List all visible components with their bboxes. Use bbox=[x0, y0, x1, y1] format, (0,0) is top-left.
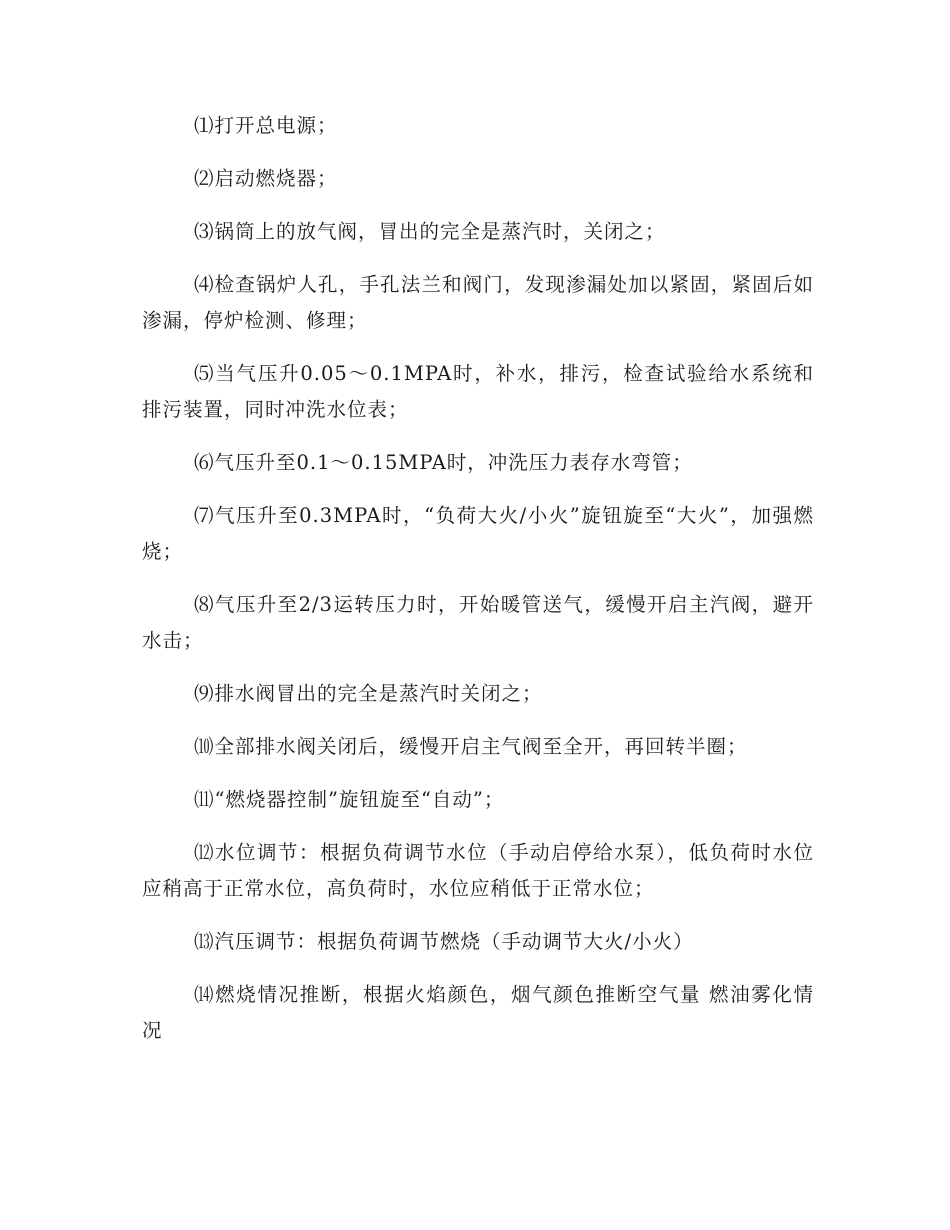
step-6: ⑹气压升至0.1～0.15MPA时，冲洗压力表存水弯管； bbox=[194, 451, 693, 474]
step-3: ⑶锅筒上的放气阀，冒出的完全是蒸汽时，关闭之； bbox=[194, 220, 666, 243]
document-body bbox=[142, 108, 814, 1066]
step-5: ⑸当气压升0.05～0.1MPA时，补水，排污，检查试验给水系统和排污装置，同时冲洗水位表； bbox=[142, 362, 814, 421]
step-11: ⑾“燃烧器控制”旋钮旋至“自动”； bbox=[194, 788, 505, 811]
step-7: ⑺气压升至0.3MPA时，“负荷大火/小火”旋钮旋至“大火”，加强燃烧； bbox=[142, 504, 814, 563]
step-9: ⑼排水阀冒出的完全是蒸汽时关闭之； bbox=[194, 682, 543, 705]
step-13: ⒀汽压调节：根据负荷调节燃烧（手动调节大火/小火） bbox=[194, 930, 694, 953]
step-4: ⑷检查锅炉人孔，手孔法兰和阀门，发现渗漏处加以紧固，紧固后如渗漏，停炉检测、修理； bbox=[142, 273, 814, 332]
step-8: ⑻气压升至2/3运转压力时，开始暖管送气，缓慢开启主汽阀，避开水击； bbox=[142, 593, 814, 652]
step-1: ⑴打开总电源； bbox=[194, 114, 338, 137]
step-10: ⑽全部排水阀关闭后，缓慢开启主气阀至全开，再回转半圈； bbox=[194, 735, 748, 758]
step-14: ⒁燃烧情况推断，根据火焰颜色，烟气颜色推断空气量 燃油雾化情况 bbox=[142, 983, 814, 1042]
step-2: ⑵启动燃烧器； bbox=[194, 167, 338, 190]
step-12: ⑿水位调节：根据负荷调节水位（手动启停给水泵），低负荷时水位应稍高于正常水位，高负荷时，水位应稍低于正常水位； bbox=[142, 841, 814, 900]
